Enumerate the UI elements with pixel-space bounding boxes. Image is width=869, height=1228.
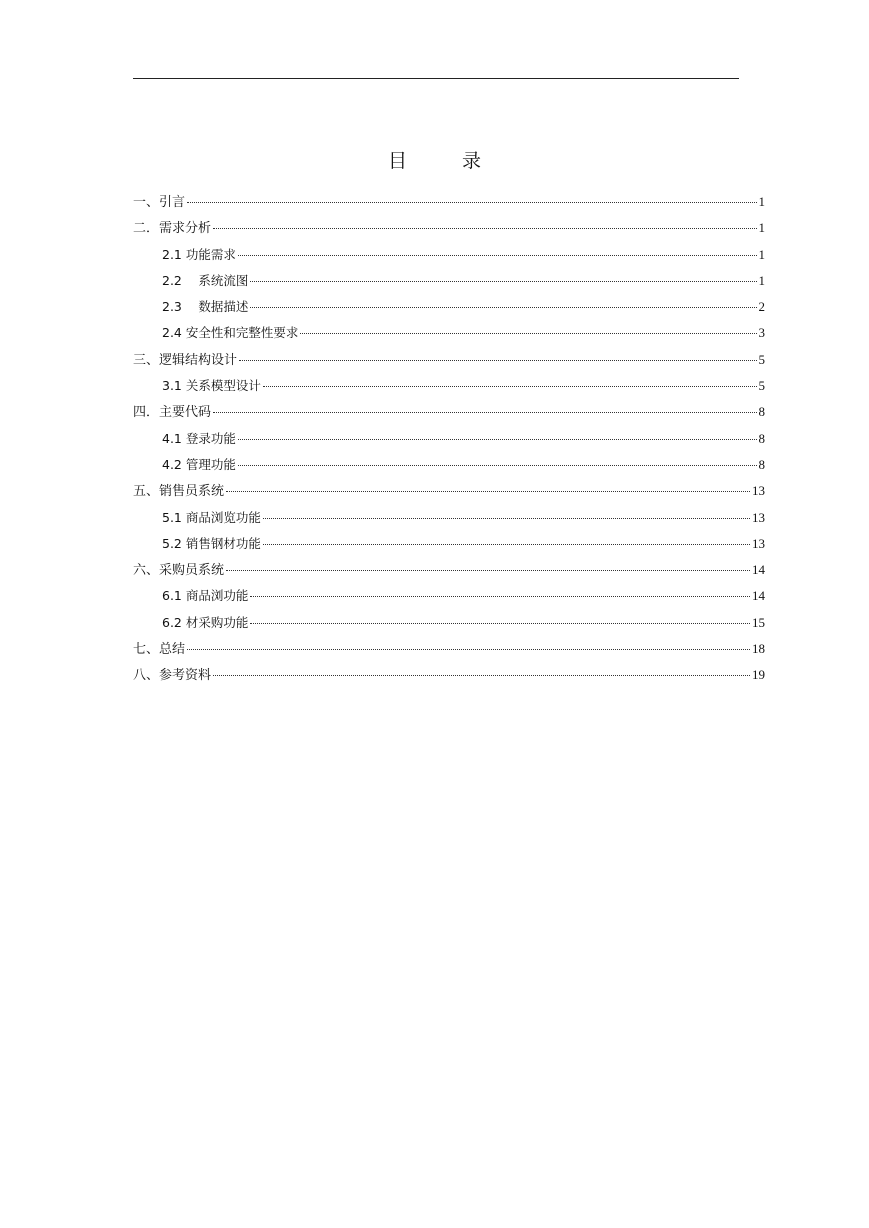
toc-entry-label: 三、逻辑结构设计 <box>133 352 238 368</box>
table-of-contents <box>133 189 765 689</box>
toc-entry-label: 5.2 销售钢材功能 <box>162 535 261 551</box>
toc-entry[interactable] <box>133 531 765 557</box>
toc-entry-label: 6.2 材采购功能 <box>162 614 249 630</box>
toc-entry-label: 2.4 安全性和完整性要求 <box>162 325 299 341</box>
toc-entry[interactable] <box>133 636 765 662</box>
toc-entry-page: 15 <box>752 614 765 630</box>
toc-entry-label: 2.2 系统流图 <box>162 272 249 288</box>
toc-entry[interactable] <box>133 426 765 452</box>
toc-entry-page: 14 <box>752 562 765 578</box>
toc-entry-page: 8 <box>758 430 765 446</box>
toc-entry-page: 5 <box>758 351 765 367</box>
dot-leader <box>238 464 757 466</box>
toc-entry-page: 5 <box>758 378 765 394</box>
toc-entry[interactable] <box>133 189 765 215</box>
dot-leader <box>238 254 757 256</box>
toc-entry-page: 13 <box>752 483 765 499</box>
dot-leader <box>226 569 750 571</box>
dot-leader <box>250 306 756 308</box>
toc-entry[interactable] <box>133 215 765 241</box>
toc-entry-page: 1 <box>758 194 765 209</box>
toc-entry[interactable] <box>133 347 765 373</box>
dot-leader <box>250 622 750 624</box>
dot-leader <box>226 490 750 492</box>
toc-entry[interactable] <box>133 452 765 478</box>
toc-entry-label: 2.3 数据描述 <box>162 299 249 315</box>
toc-entry-label: 4.1 登录功能 <box>162 430 236 446</box>
dot-leader <box>213 674 750 676</box>
dot-leader <box>263 543 750 545</box>
toc-entry[interactable] <box>133 268 765 294</box>
header-rule <box>133 78 739 79</box>
toc-entry[interactable] <box>133 478 765 504</box>
toc-entry-page: 1 <box>758 246 765 262</box>
dot-leader <box>238 438 757 440</box>
toc-entry-page: 14 <box>752 588 765 604</box>
dot-leader <box>213 411 756 413</box>
dot-leader <box>263 385 757 387</box>
toc-entry[interactable] <box>133 399 765 425</box>
toc-entry-label: 4.2 管理功能 <box>162 456 236 472</box>
toc-entry[interactable] <box>133 583 765 609</box>
toc-entry-label: 八、参考资料 <box>133 668 212 684</box>
toc-entry-label: 一、引言 <box>133 195 186 210</box>
toc-entry-label: 二．需求分析 <box>133 221 212 237</box>
toc-entry[interactable] <box>133 242 765 268</box>
dot-leader <box>187 648 750 650</box>
toc-entry[interactable] <box>133 505 765 531</box>
toc-entry[interactable] <box>133 294 765 320</box>
toc-entry-page: 8 <box>758 404 765 420</box>
dot-leader <box>250 280 756 282</box>
dot-leader <box>187 201 756 203</box>
toc-entry-label: 七、总结 <box>133 642 186 658</box>
toc-entry-label: 3.1 关系模型设计 <box>162 378 261 394</box>
toc-entry[interactable] <box>133 373 765 399</box>
dot-leader <box>239 359 756 361</box>
toc-entry-label: 6.1 商品浏功能 <box>162 588 249 604</box>
toc-entry-label: 5.1 商品浏览功能 <box>162 509 261 525</box>
toc-entry-page: 13 <box>752 509 765 525</box>
toc-entry-label: 2.1 功能需求 <box>162 246 236 262</box>
toc-entry-page: 18 <box>752 641 765 657</box>
toc-entry-page: 2 <box>758 299 765 315</box>
toc-entry-page: 8 <box>758 456 765 472</box>
toc-entry-page: 13 <box>752 535 765 551</box>
toc-entry[interactable] <box>133 320 765 346</box>
toc-entry[interactable] <box>133 557 765 583</box>
dot-leader <box>300 332 756 334</box>
toc-entry-label: 六、采购员系统 <box>133 563 225 579</box>
toc-title: 目 录 <box>387 150 499 172</box>
toc-entry[interactable] <box>133 610 765 636</box>
toc-entry-label: 四．主要代码 <box>133 405 212 421</box>
toc-entry-page: 1 <box>758 220 765 236</box>
toc-entry-page: 19 <box>752 667 765 683</box>
dot-leader <box>250 595 750 597</box>
toc-entry-label: 五、销售员系统 <box>133 484 225 500</box>
toc-entry-page: 1 <box>758 272 765 288</box>
dot-leader <box>213 227 756 229</box>
toc-entry[interactable] <box>133 662 765 688</box>
toc-entry-page: 3 <box>758 325 765 341</box>
dot-leader <box>263 517 750 519</box>
